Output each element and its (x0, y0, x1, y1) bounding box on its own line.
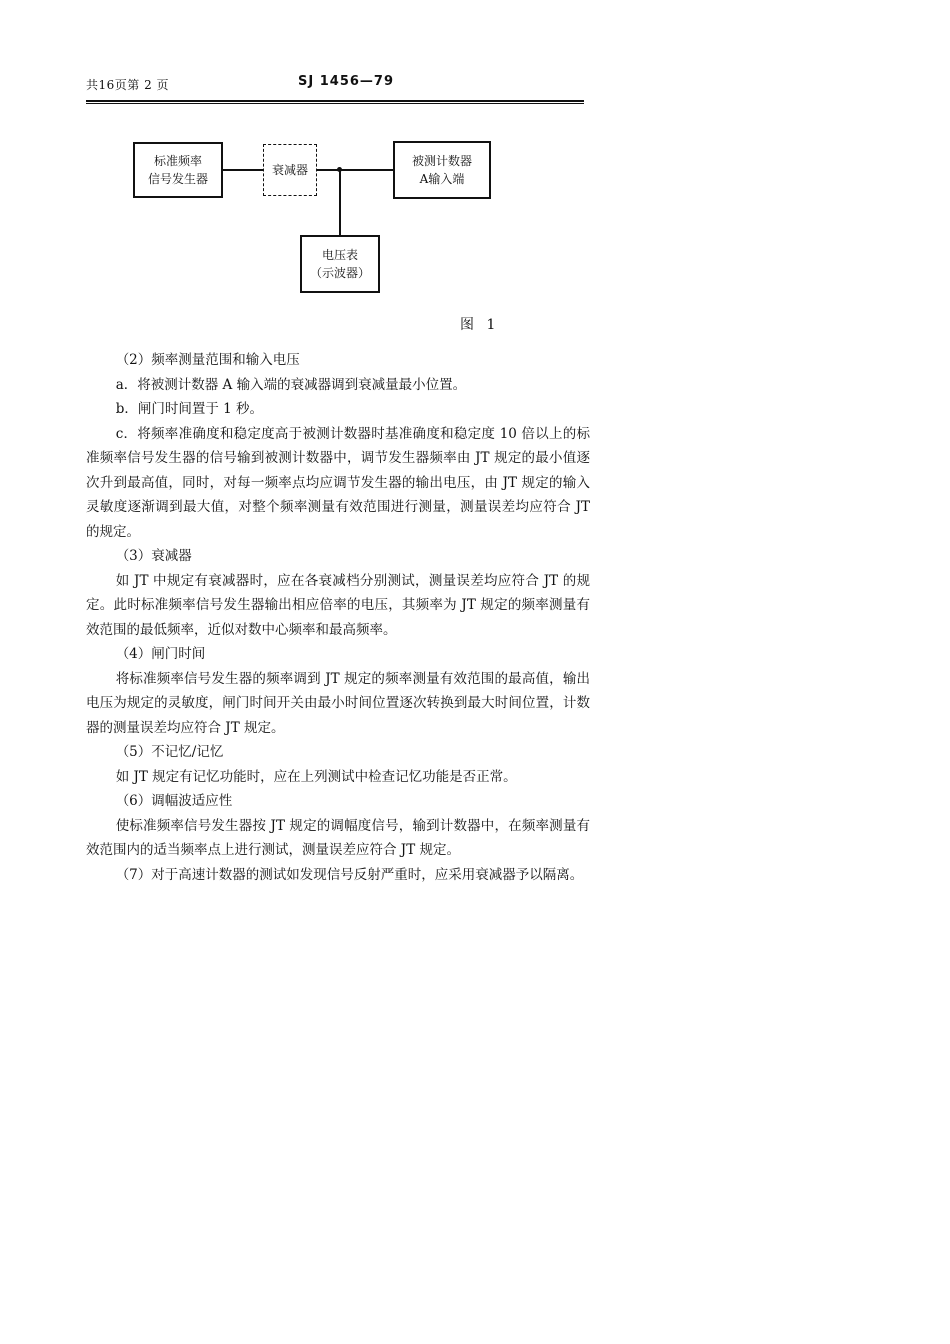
section-heading: （5）不记忆/记忆 (115, 744, 224, 760)
attenuator-box (263, 144, 317, 196)
attenuator-label: 衰减器 (271, 163, 308, 177)
paragraph: c．将频率准确度和稳定度高于被测计数器时基准确度和稳定度 10 倍以上的标准频率信号发生器的信号输到被测计数器中，调节发生器频率由 JT 规定的最小值逐次升到最高值，同时，对每一频率点均应调节发生器的输出电压，由 JT 规定的输入灵敏度逐渐调到最大值，对整个频率测量有效范围进行测量，测量误差均应符合 JT 的规定。 (86, 425, 590, 540)
section-heading: （4）闸门时间 (115, 646, 206, 662)
line-junction-voltmeter (339, 169, 341, 236)
paragraph: 如 JT 中规定有衰减器时，应在各衰减档分别测试，测量误差均应符合 JT 的规定。此时标准频率信号发生器输出相应倍率的电压，其频率为 JT 规定的频率测量有效范围的最低频率，近似对数中心频率和最高频率。 (86, 572, 590, 638)
line-attenuator-counter (316, 169, 394, 171)
voltmeter-label: 电压表 （示波器） (309, 248, 370, 280)
paragraph: 使标准频率信号发生器按 JT 规定的调幅度信号，输到计数器中，在频率测量有效范围内的适当频率点上进行测试，测量误差应符合 JT 规定。 (86, 817, 590, 858)
standard-code: SJ 1456—79 (298, 74, 394, 89)
counter-box (393, 141, 491, 199)
paragraph: b．闸门时间置于 1 秒。 (115, 401, 264, 417)
body-text (86, 348, 590, 887)
section-heading: （2）频率测量范围和输入电压 (115, 352, 300, 368)
junction-dot (337, 167, 342, 172)
section-heading: （6）调幅波适应性 (115, 793, 233, 809)
block-diagram (0, 0, 950, 340)
generator-label: 标准频率 信号发生器 (147, 154, 208, 186)
generator-box (133, 142, 223, 198)
paragraph: 如 JT 规定有记忆功能时，应在上列测试中检查记忆功能是否正常。 (115, 768, 517, 785)
page-info: 共16页第 2 页 (86, 78, 170, 92)
section-heading: （3）衰减器 (115, 548, 192, 564)
voltmeter-box (300, 235, 380, 293)
paragraph: （7）对于高速计数器的测试如发现信号反射严重时，应采用衰减器予以隔离。 (115, 866, 584, 883)
paragraph: 将标准频率信号发生器的频率调到 JT 规定的频率测量有效范围的最高值，输出电压为规定的灵敏度，闸门时间开关由最小时间位置逐次转换到最大时间位置，计数器的测量误差均应符合 JT 规定。 (86, 670, 590, 736)
line-generator-attenuator (222, 169, 264, 171)
paragraph: a．将被测计数器 A 输入端的衰减器调到衰减量最小位置。 (115, 376, 467, 393)
counter-label: 被测计数器 A输入端 (411, 154, 472, 186)
figure-caption-text: 图 1 (460, 317, 500, 333)
